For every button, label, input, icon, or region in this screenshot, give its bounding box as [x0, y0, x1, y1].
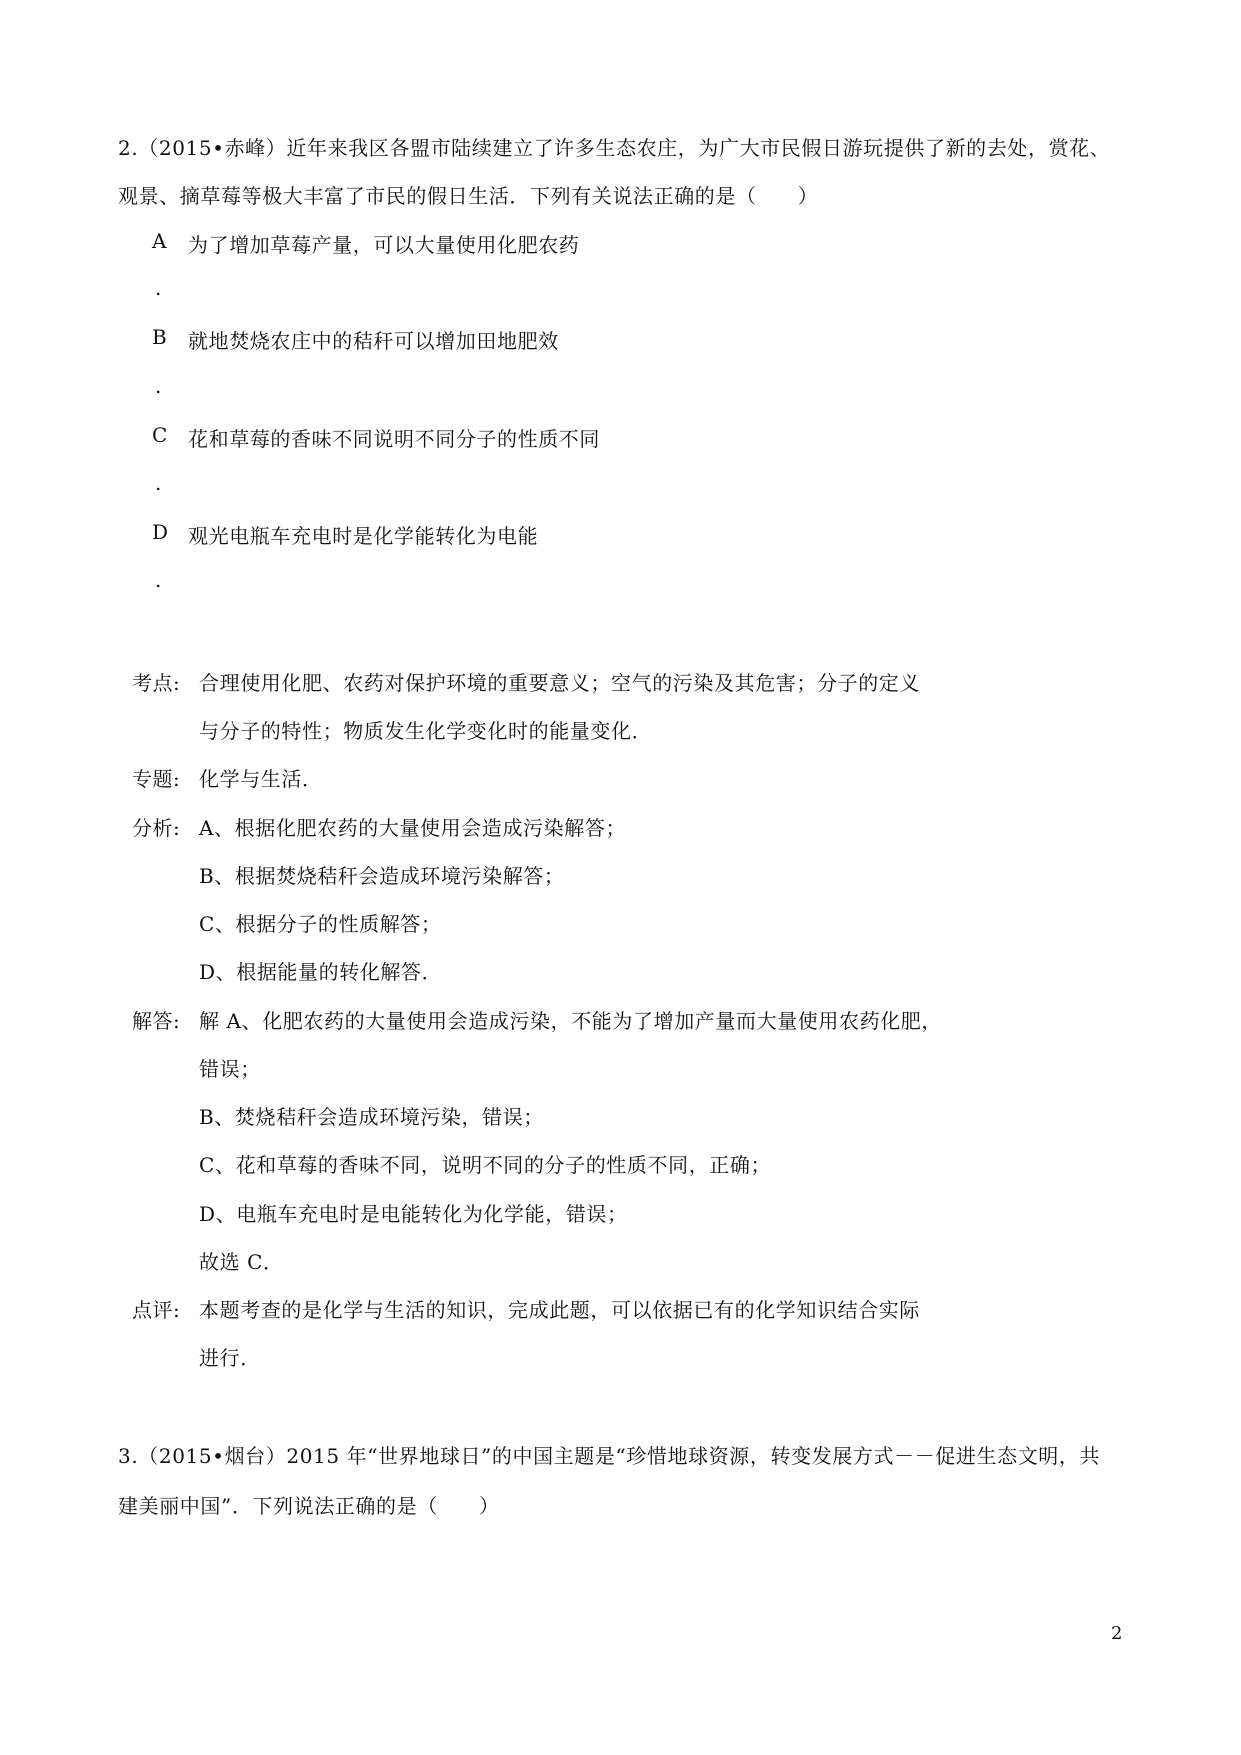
option-b-text: 就地焚烧农庄中的秸秆可以增加田地肥效 [188, 329, 559, 353]
jieda-line-4: C、花和草莓的香味不同，说明不同的分子的性质不同，正确； [199, 1153, 772, 1177]
option-a-letter: A [152, 229, 167, 253]
option-c-text: 花和草莓的香味不同说明不同分子的性质不同 [188, 427, 600, 451]
option-b-letter: B [152, 325, 167, 349]
fenxi-label: 分析: [132, 816, 181, 840]
page-number: 2 [1111, 1623, 1123, 1644]
option-d-text: 观光电瓶车充电时是化学能转化为电能 [188, 524, 539, 548]
option-a-dot: . [155, 276, 162, 300]
dianping-line-2: 进行． [199, 1346, 261, 1370]
option-d-letter: D [152, 520, 169, 544]
option-d-dot: . [155, 568, 162, 592]
jieda-line-2: 错误； [199, 1057, 261, 1081]
dianping-line-1: 本题考查的是化学与生活的知识，完成此题，可以依据已有的化学知识结合实际 [199, 1298, 920, 1322]
option-a-text: 为了增加草莓产量，可以大量使用化肥农药 [188, 233, 580, 257]
kaodian-line-1: 合理使用化肥、农药对保护环境的重要意义；空气的污染及其危害；分子的定义 [199, 671, 920, 695]
kaodian-line-2: 与分子的特性；物质发生化学变化时的能量变化． [199, 719, 653, 743]
jieda-line-3: B、焚烧秸秆会造成环境污染，错误； [199, 1105, 544, 1129]
fenxi-line-3: C、根据分子的性质解答； [199, 912, 442, 936]
question-3-stem-line-1: 3.（2015•烟台）2015 年“世界地球日”的中国主题是“珍惜地球资源，转变发展方式－－促进生态文明，共 [118, 1444, 1101, 1468]
jieda-label: 解答: [132, 1009, 181, 1033]
question-3-stem-line-2: 建美丽中国”．下列说法正确的是（ ） [118, 1494, 500, 1518]
question-2-stem-line-2: 观景、摘草莓等极大丰富了市民的假日生活．下列有关说法正确的是（ ） [118, 184, 819, 208]
option-c-letter: C [152, 423, 168, 447]
jieda-line-6: 故选 C． [199, 1250, 284, 1274]
jieda-line-1: 解 A、化肥农药的大量使用会造成污染，不能为了增加产量而大量使用农药化肥， [199, 1009, 942, 1033]
option-b-dot: . [155, 374, 162, 398]
jieda-line-5: D、电瓶车充电时是电能转化为化学能，错误； [199, 1202, 628, 1226]
question-2-stem-line-1: 2.（2015•赤峰）近年来我区各盟市陆续建立了许多生态农庄，为广大市民假日游玩提供了新的去处，赏花、 [118, 136, 1111, 160]
zhuanti-label: 专题: [132, 767, 181, 791]
zhuanti-line-1: 化学与生活． [199, 767, 323, 791]
kaodian-label: 考点: [132, 671, 181, 695]
fenxi-line-4: D、根据能量的转化解答． [199, 960, 443, 984]
fenxi-line-1: A、根据化肥农药的大量使用会造成污染解答； [199, 816, 627, 840]
dianping-label: 点评: [132, 1298, 181, 1322]
fenxi-line-2: B、根据焚烧秸秆会造成环境污染解答； [199, 864, 565, 888]
option-c-dot: . [155, 471, 162, 495]
